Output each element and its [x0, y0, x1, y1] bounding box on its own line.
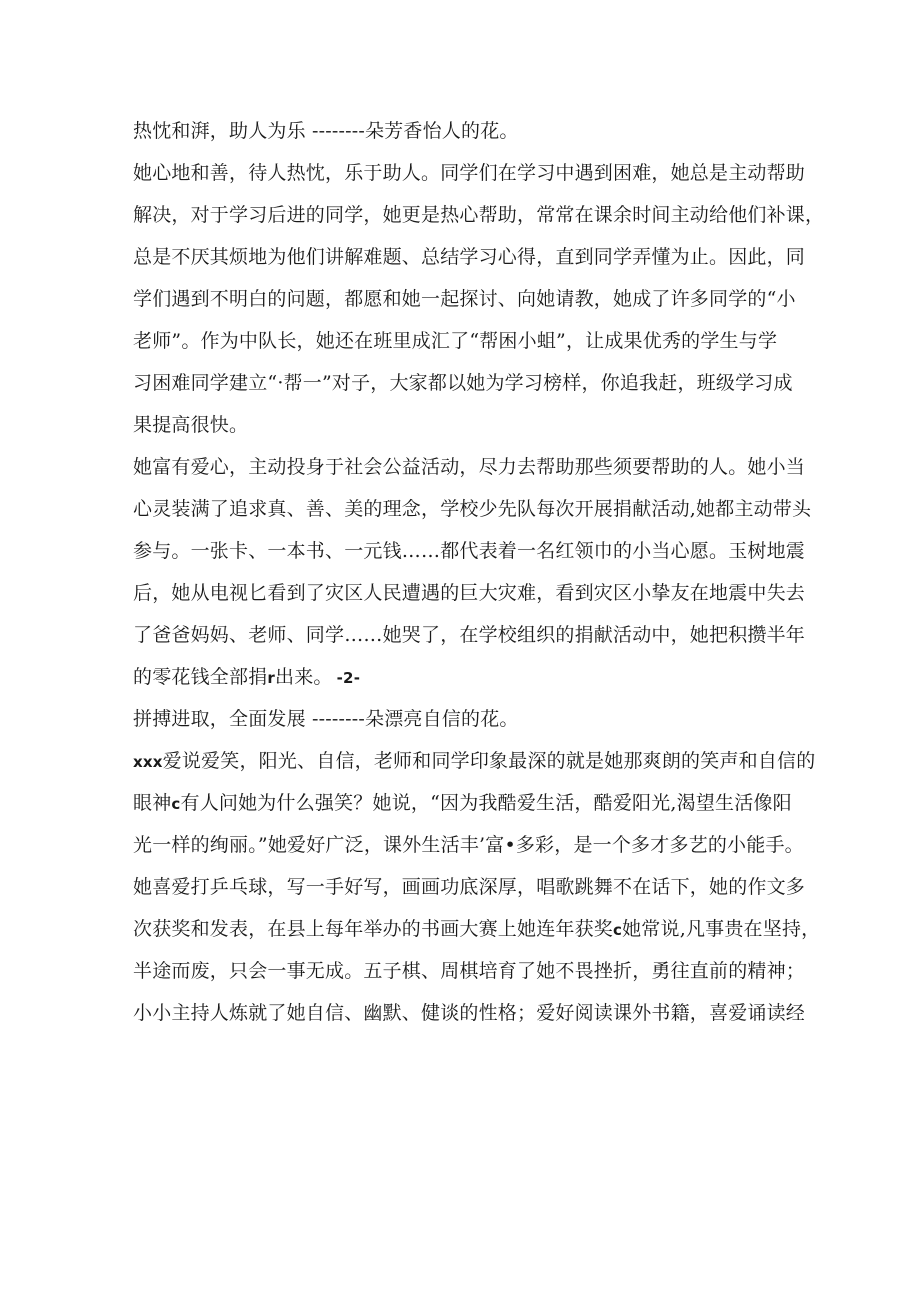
paragraph-line: 她喜爱打乒乓球，写一手好写，画画功底深厚，唱歌跳舞不在话下，她的作文多 — [133, 876, 806, 898]
paragraph-charity — [133, 446, 812, 698]
paragraph-line: 解决，对于学习后进的同学，她更是热心帮助，常常在课余时间主动给他们补课， — [133, 204, 825, 226]
text-fragment: 她常说,凡事贵在坚持， — [622, 918, 821, 940]
text-fragment: 爱说爱笑，阳光、自信，老师和同学印象最深的就是她那爽朗的笑声和自信的 — [162, 750, 816, 772]
paragraph-line: 学们遇到不明白的问题，都愿和她一起探讨、向她请教，她成了许多同学的“小 — [133, 288, 796, 310]
text-fragment-bold: c — [613, 921, 623, 939]
text-fragment: 有人问她为什么强笑？她说，“因为我酷爱生活，酷爱阳光,渴望生活像阳 — [180, 792, 792, 814]
paragraph-line: 半途而废，只会一事无成。五子棋、周棋培育了她不畏挫折，勇往直前的精神； — [133, 960, 806, 982]
paragraph-line: 她富有爱心，主动投身于社会公益活动，尽力去帮助那些须要帮助的人。她小当 — [133, 456, 806, 478]
text-fragment: 的零花钱全部捐 — [133, 666, 268, 688]
name-placeholder: xxx — [133, 753, 163, 771]
paragraph-line — [133, 908, 821, 950]
paragraph-line: 心灵装满了追求真、善、美的理念，学校少先队每次开展捐献活动,她都主动带头 — [133, 498, 812, 520]
page-number: -2- — [336, 669, 361, 687]
paragraph-line: 习困难同学建立“·帮一”对子，大家都以她为学习榜样，你追我赶，班级学习成 — [133, 372, 793, 394]
paragraph-confident — [133, 740, 821, 1034]
paragraph-line — [133, 740, 816, 782]
heading-striving: 拼搏进取，全面发展 --------朵漂亮自信的花。 — [133, 708, 519, 730]
paragraph-line: 总是不厌其烦地为他们讲解难题、总结学习心得，直到同学弄懂为止。因此，同 — [133, 246, 806, 268]
paragraph-line — [133, 656, 803, 698]
text-fragment: 眼神 — [133, 792, 172, 814]
text-fragment-bold: r — [267, 669, 276, 687]
text-fragment-bold: c — [171, 795, 181, 813]
paragraph-line: 果提高很快。 — [133, 414, 249, 436]
paragraph-line — [133, 782, 803, 824]
paragraph-helping-classmates — [133, 152, 825, 446]
text-fragment: 出来。 — [275, 666, 333, 688]
paragraph-line: 了爸爸妈妈、老师、同学……她哭了，在学校组织的捐献活动中，她把积攒半年 — [133, 624, 806, 646]
paragraph-line: 她心地和善，待人热忱，乐于助人。同学们在学习中遇到困难，她总是主动帮助 — [133, 162, 806, 184]
paragraph-line: 老师”。作为中队长，她还在班里成汇了“帮困小蛆”，让成果优秀的学生与学 — [133, 330, 778, 352]
document-body — [133, 110, 825, 1034]
heading-helpful: 热忱和湃，助人为乐 --------朵芳香怡人的花。 — [133, 120, 519, 142]
paragraph-line: 小小主持人炼就了她自信、幽默、健谈的性格；爱好阅读课外书籍，喜爱诵读经 — [133, 1002, 806, 1024]
paragraph-line: 光一样的绚丽。”她爱好广泛，课外生活丰’富•多彩，是一个多才多艺的小能手。 — [133, 834, 804, 856]
paragraph-line: 参与。一张卡、一本书、一元钱……都代表着一名红领巾的小当心愿。玉树地震 — [133, 540, 806, 562]
text-fragment: 次获奖和发表，在县上每年举办的书画大赛上她连年获奖 — [133, 918, 614, 940]
paragraph-line: 后，她从电视匕看到了灾区人民遭遇的巨大灾难，看到灾区小挚友在地震中失去 — [133, 582, 806, 604]
